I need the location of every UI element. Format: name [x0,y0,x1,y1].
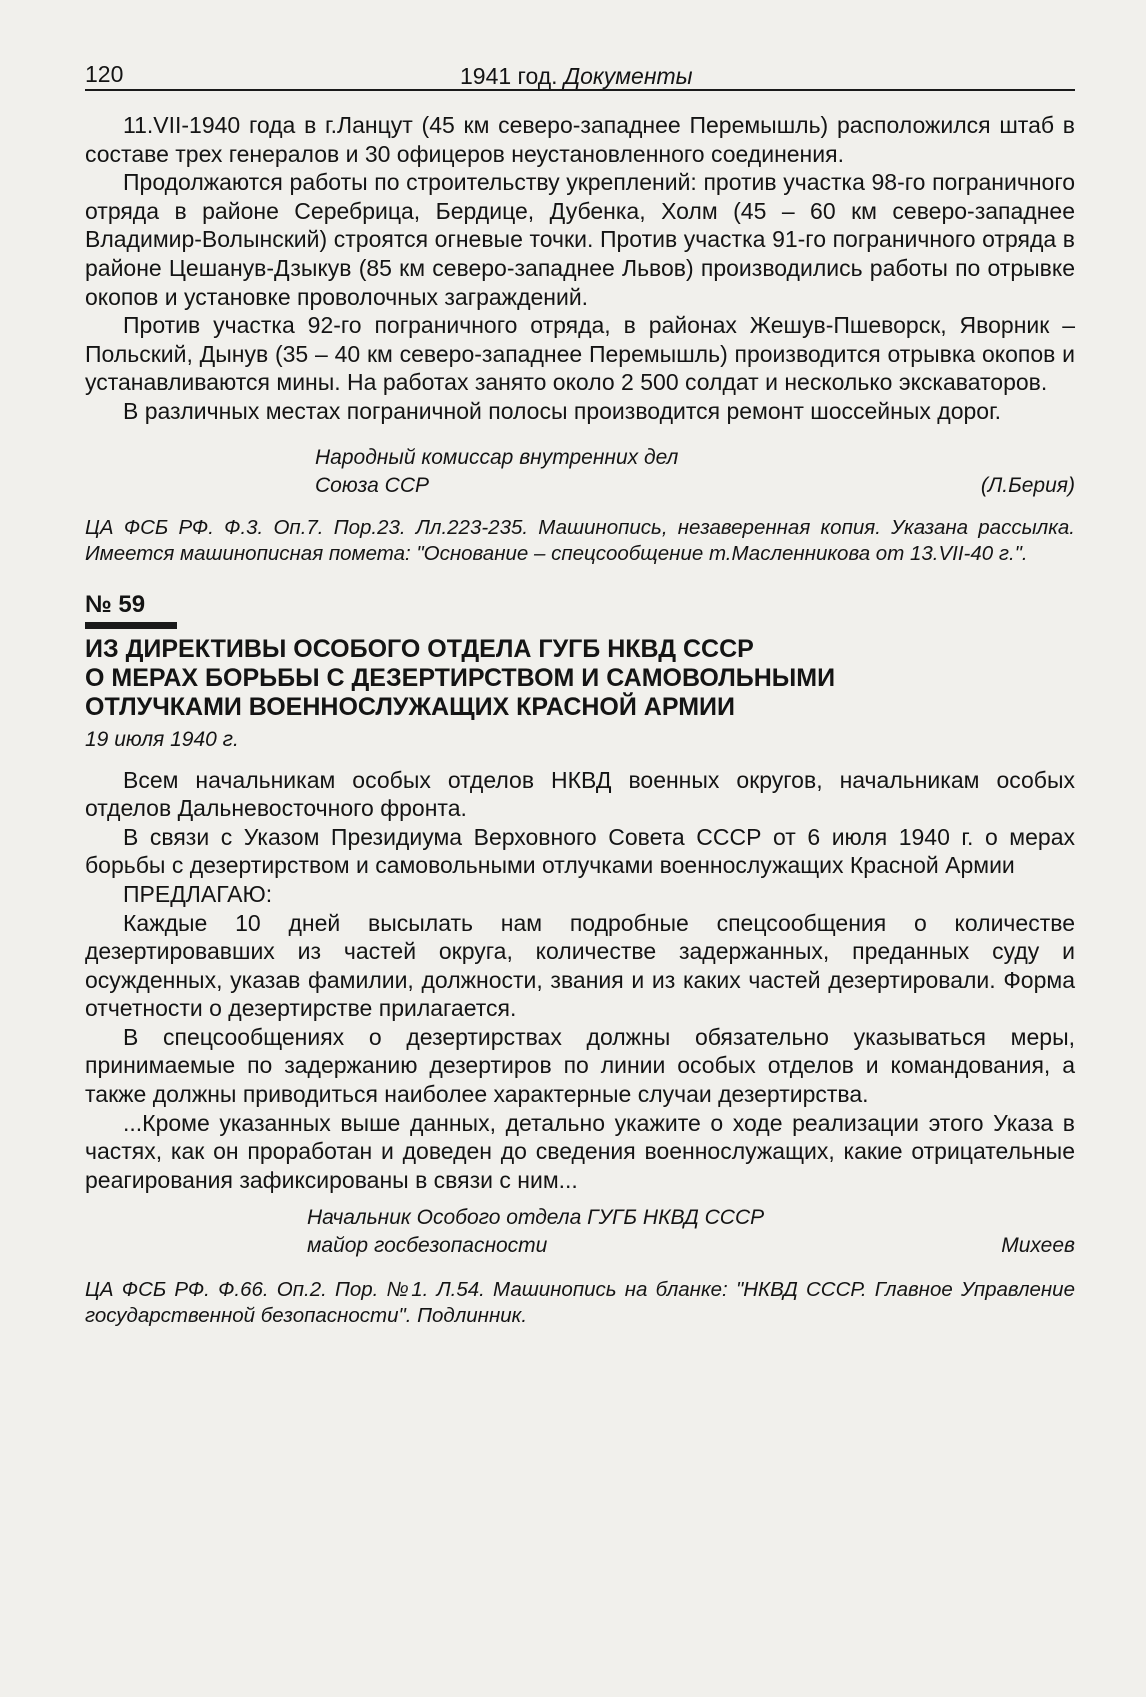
paragraph: 11.VII-1940 года в г.Ланцут (45 км северо-западнее Перемышль) расположился штаб в составе трех генералов и 30 офицеров неустановленного соединения. [85,112,1075,167]
directive-text [85,766,1075,1195]
document-title-line: О МЕРАХ БОРЬБЫ С ДЕЗЕРТИРСТВОМ И САМОВОЛЬНЫМИ [85,663,836,692]
document-title-line: ИЗ ДИРЕКТИВЫ ОСОБОГО ОТДЕЛА ГУГБ НКВД СССР [85,634,754,663]
paragraph: Против участка 92-го пограничного отряда, в районах Жешув-Пшеворск, Яворник – Польский, Дынув (35 – 40 км северо-западнее Перемышль) производится отрывка окопов и устанавливаются мины. На работах занято около 2 500 солдат и несколько экскаваторов. [85,312,1075,396]
paragraph: В спецсообщениях о дезертирствах должны обязательно указываться меры, принимаемые по задержанию дезертиров по линии особых отделов и командования, а также должны приводиться наиболее характерные случаи дезертирства. [85,1023,1075,1108]
document-number: № 59 [85,590,146,618]
divider [85,622,177,629]
paragraph: ...Кроме указанных выше данных, детально укажите о ходе реализации этого Указа в частях, как он проработан и доведен до сведения военнослужащих, какие отрицательные реагирования зафиксированы в связи с ним... [85,1109,1075,1193]
signatory-title: Начальник Особого отдела ГУГБ НКВД СССР [307,1206,765,1230]
archive-reference: ЦА ФСБ РФ. Ф.66. Оп.2. Пор. №1. Л.54. Машинопись на бланке: "НКВД СССР. Главное Управление государственной безопасности". Подлинник. [85,1278,1075,1328]
continuation-text [85,111,1075,426]
paragraph: Каждые 10 дней высылать нам подробные спецсообщения о количестве дезертировавших из частей округа, количестве задержанных, преданных суду и осужденных, указав фамилии, должности, звания и из каких частей дезертировали. Форма отчетности о дезертирстве прилагается. [85,909,1075,1022]
signatory-title: Народный комиссар внутренних дел [315,445,679,469]
paragraph: В различных местах пограничной полосы производится ремонт шоссейных дорог. [123,397,1002,424]
document-title [85,635,1075,722]
book-page [85,55,1075,1329]
signature-block [85,1206,1075,1264]
signatory-title-2: Союза ССР [315,473,430,497]
signatory-name: Михеев [1001,1234,1075,1258]
running-title-section: Документы [563,63,693,89]
signature-block [85,446,1075,502]
paragraph: Продолжаются работы по строительству укреплений: против участка 98-го пограничного отряда в районе Серебрица, Бердице, Дубенка, Холм (45 – 60 км северо-западнее Владимир-Волынский) строятся огневые точки. Против участка 91-го пограничного отряда в районе Цешанув-Дзыкув (85 км северо-западнее Львов) производились работы по отрывке окопов и установке проволочных заграждений. [85,169,1075,310]
running-header [85,55,1075,91]
running-title-year: 1941 год. [460,63,564,89]
running-title [460,63,693,90]
paragraph: В связи с Указом Президиума Верховного Совета СССР от 6 июля 1940 г. о мерах борьбы с дезертирством и самовольными отлучками военнослужащих Красной Армии [85,823,1075,879]
paragraph: ПРЕДЛАГАЮ: [123,880,273,907]
paragraph: Всем начальникам особых отделов НКВД военных округов, начальникам особых отделов Дальневосточного фронта. [85,766,1075,822]
page-number: 120 [85,61,124,87]
document-date: 19 июля 1940 г. [85,727,239,751]
document-title-line: ОТЛУЧКАМИ ВОЕННОСЛУЖАЩИХ КРАСНОЙ АРМИИ [85,692,735,721]
archive-reference: ЦА ФСБ РФ. Ф.3. Оп.7. Пор.23. Лл.223-235. Машинопись, незаверенная копия. Указана рассылка. Имеется машинописная помета: "Основание – спецсообщение т.Масленникова от 13.VII-40 г.". [85,515,1075,565]
signatory-name: (Л.Берия) [980,473,1075,497]
signatory-rank: майор госбезопасности [307,1234,548,1258]
